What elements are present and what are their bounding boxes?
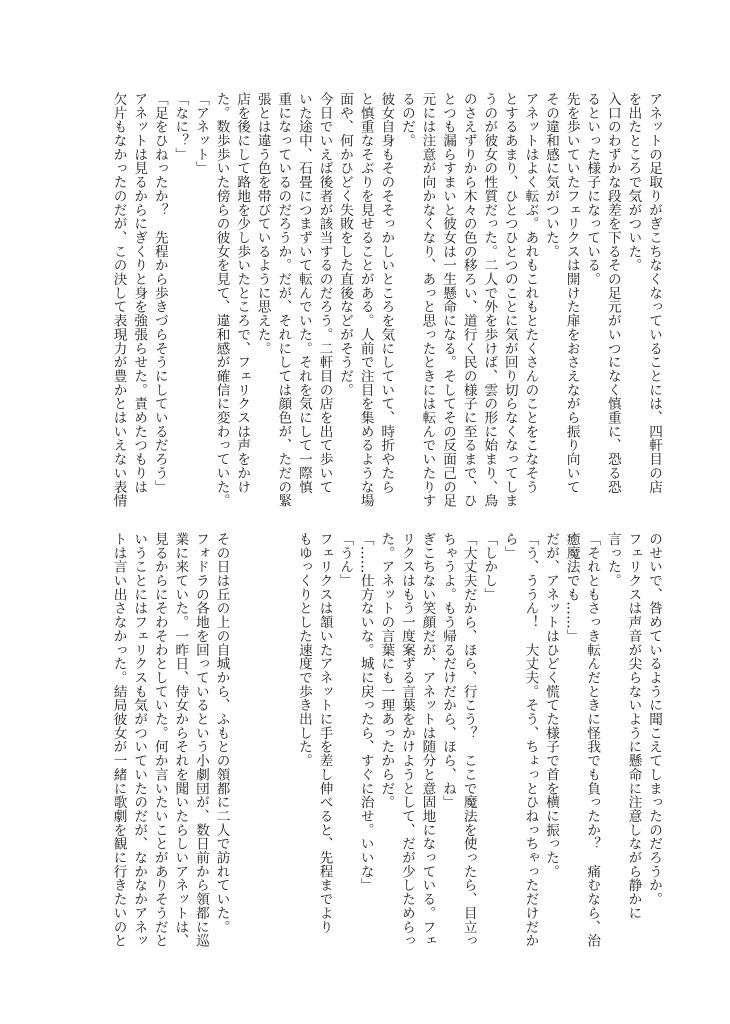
text-line: と慎重なそぶりを見せることがある。人前で注目を集めるような場 [357, 92, 374, 508]
text-line: フェリクスは頷いたアネットに手を差し伸べると、先程までより [316, 532, 333, 934]
text-line: 業に来ていた。一昨日、侍女からそれを聞いたらしいアネットは、 [172, 532, 189, 948]
text-line: 先を歩いていたフェリクスは開けた扉をおさえながら振り向いて [563, 92, 580, 494]
text-line: アネットはよく転ぶ。あれもこれもとたくさんのことをこなそう [522, 92, 539, 494]
text-line: 癒魔法でも……」 [563, 532, 580, 643]
text-line: 欠片もなかったのだが、この決して表現力が豊かとはいえない表情 [110, 92, 127, 508]
text-line: その日は丘の上の自城から、ふもとの領都に二人で訪れていた。 [213, 532, 230, 934]
text-line: 「しかし」 [481, 532, 498, 602]
text-line: のせいで、咎めているように聞こえてしまったのだろうか。 [646, 532, 662, 906]
text-line: 「それともさっき転んだときに怪我でも負ったか？ 痛むなら、治 [584, 532, 601, 948]
text-line: トは言い出さなかった。結局彼女が一緒に歌劇を観に行きたいのと [110, 532, 127, 948]
text-line: るといった様子になっている。 [584, 92, 601, 286]
text-line: 「アネット」 [192, 92, 209, 176]
text-line: アネットは見るからにぎくりと身を強張らせた。責めたつもりは [131, 92, 148, 494]
text-line: た。アネットの言葉にも一理あったからだ。 [378, 532, 395, 809]
text-line: 「……仕方ないな。城に戻ったら、すぐに治せ。いいな」 [357, 532, 374, 893]
text-line: とするあまり、ひとつひとつのことに気が回り切らなくなってしま [501, 92, 518, 508]
text-line [252, 532, 273, 950]
text-line: とつも漏らすまいと彼女は一生懸命になる。そしてその反面己の足 [440, 92, 457, 508]
text-line: 「大丈夫だから、ほら、行こう？ ここで魔法を使ったら、目立っ [460, 532, 477, 948]
text-line: もゆっくりとした速度で歩き出した。 [295, 532, 312, 768]
text-line [232, 532, 253, 950]
upper-text-block [64, 92, 664, 508]
text-line: 入口のわずかな段差を下るその足元がいつになく慎重に、恐る恐 [604, 92, 621, 494]
text-line: フェリクスは声音が尖らないように懸命に注意しながら静かに [625, 532, 642, 920]
text-line: 彼女自身もそのそそっかしいところを気にしていて、時折やたら [378, 92, 395, 494]
text-line: るのだ。 [398, 92, 415, 148]
text-line: ら」 [501, 532, 518, 560]
text-line: 「足をひねったか？ 先程から歩きづらそうにしているだろう」 [151, 92, 168, 494]
text-line: を出たところで気がついた。 [625, 92, 642, 273]
text-line: 重になっているのだろうか。だが、それにしては顔色が、ただの緊 [275, 92, 292, 508]
text-line: ちゃうよ。もう帰るだけだから、ほら、ね」 [440, 532, 457, 809]
text-line: うのが彼女の性質だった。二人で外を歩けば、雲の形に始まり、鳥 [481, 92, 498, 508]
text-line: 元には注意が向かなくなり、あっと思ったときには転んでいたりす [419, 92, 436, 508]
text-line: ぎこちない笑顔だが、アネットは随分と意固地になっている。フェ [419, 532, 436, 948]
text-line: 見るからにそわそわとしていた。何か言いたいことがありそうだと [151, 532, 168, 948]
text-line: アネットの足取りがぎこちなくなっていることには、四軒目の店 [646, 92, 662, 494]
text-line: いうことにはフェリクスも気がついていたのだが、なかなかアネッ [131, 532, 148, 948]
text-line: 店を後にして路地を少し歩いたところで、フェリクスは声をかけ [234, 92, 251, 494]
text-line: その違和感に気がついた。 [543, 92, 560, 259]
text-line: 言った。 [604, 532, 621, 588]
text-line: た。数歩歩いた傍らの彼女を見て、違和感が確信に変わっていた。 [213, 92, 230, 508]
text-line: 張とは違う色を帯びているように思えた。 [254, 92, 271, 356]
text-line: 「うん」 [337, 532, 354, 588]
text-line: リクスはもう一度案ずる言葉をかけようとして、だが少しためらっ [398, 532, 415, 948]
text-line: 今日でいえば後者が該当するのだろう。二軒目の店を出て歩いて [316, 92, 333, 494]
lower-text-block [64, 532, 664, 950]
text-line [273, 532, 294, 950]
text-line: フォドラの各地を回っているという小劇団が、数日前から領都に巡 [192, 532, 209, 948]
text-line: 「なに？」 [172, 92, 189, 162]
text-line: 面や、何かひどく失敗をした直後などがそうだ。 [337, 92, 354, 397]
text-line: いた途中、石畳につまずいて転んでいた。それを気にして一際慎 [295, 92, 312, 494]
text-line: のさえずりから木々の色の移ろい、道行く民の様子に至るまで、ひ [460, 92, 477, 508]
text-line: だが、アネットはひどく慌てた様子で首を横に振った。 [543, 532, 560, 879]
text-line: 「う、ううん！ 大丈夫。そう、ちょっとひねっちゃっただけだか [522, 532, 539, 948]
